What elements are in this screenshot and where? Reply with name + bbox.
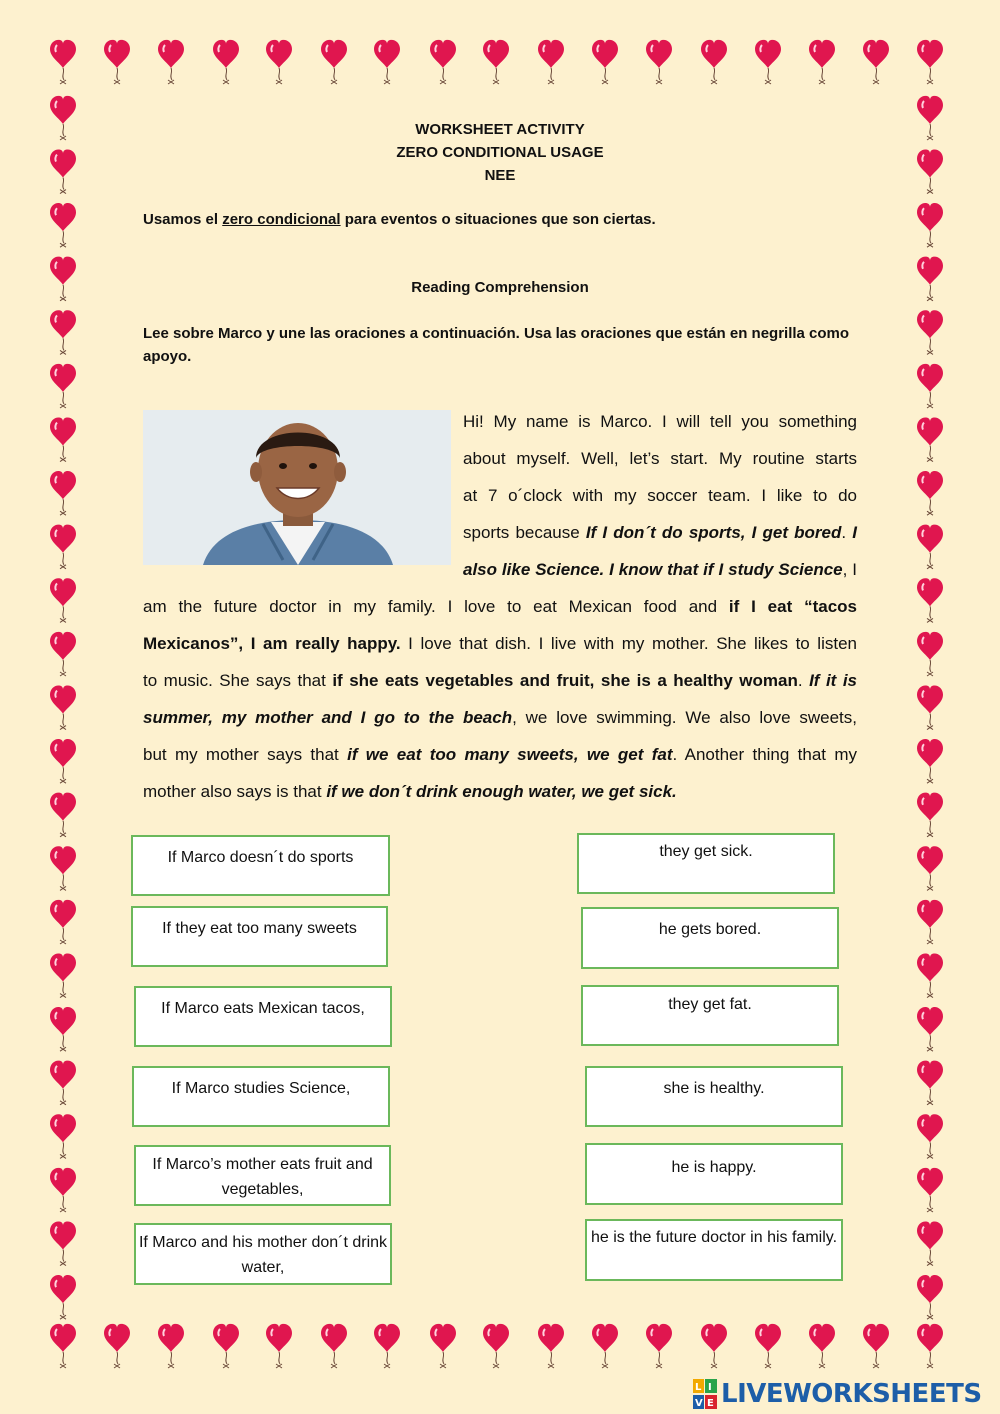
- heart-balloon-icon: [917, 1114, 943, 1158]
- heart-balloon-icon: [917, 364, 943, 408]
- heart-balloon-icon: [755, 1324, 781, 1368]
- heart-balloon-icon: [592, 40, 618, 84]
- heart-balloon-icon: [50, 632, 76, 676]
- heart-balloon-icon: [50, 685, 76, 729]
- heart-balloon-icon: [50, 953, 76, 997]
- text-run-bold: if I eat “tacos: [728, 597, 858, 616]
- worksheet-topic: ZERO CONDITIONAL USAGE: [396, 144, 604, 161]
- logo-letter: L: [695, 1382, 702, 1393]
- text-run: at 7 o´clock with my soccer team. I like to do: [463, 486, 857, 505]
- reading-line: [143, 708, 857, 732]
- instructions: Lee sobre Marco y une las oraciones a continuación. Usa las oraciones que están en negrilla como apoyo.: [143, 325, 850, 365]
- reading-line: [143, 597, 857, 621]
- worksheet-level: NEE: [484, 167, 516, 184]
- text-run-bold-italic: also like Science. I know that if I study Science: [463, 560, 843, 579]
- heart-balloon-icon: [917, 525, 943, 569]
- reading-line: [463, 412, 857, 436]
- heart-balloon-icon: [50, 1061, 76, 1105]
- intro-text: [143, 211, 656, 228]
- match-right-box-2[interactable]: he gets bored.: [581, 907, 839, 969]
- logo-letter: I: [708, 1382, 712, 1393]
- heart-balloon-icon: [538, 1324, 564, 1368]
- heart-balloon-icon: [917, 900, 943, 944]
- heart-balloon-icon: [646, 1324, 672, 1368]
- heart-balloon-icon: [50, 364, 76, 408]
- heart-balloon-icon: [646, 40, 672, 84]
- logo-letter: E: [707, 1398, 714, 1409]
- text-run: Hi! My name is Marco. I will tell you something: [463, 412, 857, 431]
- heart-balloon-icon: [50, 1324, 76, 1368]
- heart-balloon-icon: [50, 1221, 76, 1265]
- heart-balloon-icon: [213, 1324, 239, 1368]
- heart-balloon-icon: [158, 40, 184, 84]
- reading-line: [143, 634, 857, 658]
- heart-balloon-icon: [374, 40, 400, 84]
- reading-line: [463, 560, 857, 584]
- heart-balloon-icon: [917, 417, 943, 461]
- heart-balloon-icon: [917, 793, 943, 837]
- heart-balloon-icon: [809, 1324, 835, 1368]
- text-run-bold: Mexicanos”, I am really happy.: [143, 634, 401, 653]
- match-right-box-4[interactable]: she is healthy.: [585, 1066, 843, 1127]
- heart-balloon-icon: [50, 578, 76, 622]
- heart-balloon-icon: [755, 40, 781, 84]
- heart-balloon-icon: [592, 1324, 618, 1368]
- heart-balloon-icon: [50, 846, 76, 890]
- heart-balloon-icon: [863, 40, 889, 84]
- heart-balloon-icon: [917, 471, 943, 515]
- text-run: to music. She says that: [143, 671, 333, 690]
- reading-line: [143, 782, 857, 806]
- heart-balloon-icon: [917, 310, 943, 354]
- heart-balloon-icon: [917, 1168, 943, 1212]
- text-run: about myself. Well, let’s start. My routine starts: [463, 449, 857, 468]
- match-left-box-2[interactable]: If they eat too many sweets: [131, 906, 388, 967]
- text-run-bold-italic: if we eat too many sweets, we get fat: [347, 745, 673, 764]
- match-right-box-5[interactable]: he is happy.: [585, 1143, 843, 1205]
- heart-balloon-icon: [809, 40, 835, 84]
- heart-balloon-icon: [917, 1275, 943, 1319]
- heart-balloon-icon: [430, 40, 456, 84]
- heart-balloon-icon: [917, 953, 943, 997]
- heart-balloon-icon: [50, 900, 76, 944]
- heart-balloon-icon: [321, 1324, 347, 1368]
- heart-balloon-icon: [863, 1324, 889, 1368]
- heart-balloon-icon: [50, 40, 76, 84]
- match-left-box-1[interactable]: If Marco doesn´t do sports: [131, 835, 390, 896]
- heart-balloon-icon: [50, 793, 76, 837]
- text-run-bold: if she eats vegetables and fruit, she is a healthy woman: [332, 671, 798, 690]
- heart-balloon-icon: [50, 525, 76, 569]
- heart-balloon-icon: [158, 1324, 184, 1368]
- heart-balloon-icon: [50, 203, 76, 247]
- heart-balloon-icon: [917, 1007, 943, 1051]
- text-run: , we love swimming. We also love sweets,: [512, 708, 858, 727]
- heart-balloon-icon: [917, 632, 943, 676]
- heart-balloon-icon: [321, 40, 347, 84]
- intro-before: Usamos el: [143, 211, 223, 228]
- match-left-box-6[interactable]: If Marco and his mother don´t drink water,: [134, 1223, 392, 1285]
- text-run: .: [797, 671, 810, 690]
- text-run: . Another thing that my: [672, 745, 857, 764]
- match-right-box-1[interactable]: they get sick.: [577, 833, 835, 894]
- heart-balloon-icon: [50, 1114, 76, 1158]
- heart-balloon-icon: [266, 40, 292, 84]
- heart-balloon-icon: [917, 739, 943, 783]
- match-right-box-3[interactable]: they get fat.: [581, 985, 839, 1046]
- heart-balloon-icon: [50, 739, 76, 783]
- heart-balloon-icon: [104, 40, 130, 84]
- text-run-bold-italic: if we don´t drink enough water, we get sick.: [326, 782, 677, 801]
- heart-balloon-icon: [50, 310, 76, 354]
- portrait-illustration: [143, 410, 451, 565]
- text-run-bold-italic: I: [852, 523, 857, 542]
- heart-balloon-icon: [374, 1324, 400, 1368]
- heart-balloon-icon: [430, 1324, 456, 1368]
- brand-name: LIVEWORKSHEETS: [721, 1379, 982, 1409]
- heart-balloon-icon: [917, 685, 943, 729]
- heart-balloon-icon: [483, 1324, 509, 1368]
- text-run: .: [841, 523, 853, 542]
- logo-letter: V: [695, 1398, 703, 1409]
- text-run: I love that dish. I live with my mother. She likes to listen: [400, 634, 857, 653]
- boy-portrait-photo: [143, 410, 451, 565]
- heart-balloon-icon: [50, 417, 76, 461]
- heart-balloon-icon: [917, 1324, 943, 1368]
- heart-balloon-icon: [917, 1221, 943, 1265]
- reading-line: [463, 486, 857, 510]
- heart-balloon-icon: [917, 846, 943, 890]
- heart-balloon-icon: [701, 1324, 727, 1368]
- text-run: sports because: [463, 523, 586, 542]
- heart-balloon-icon: [266, 1324, 292, 1368]
- heart-balloon-icon: [50, 1007, 76, 1051]
- section-subtitle: Reading Comprehension: [411, 279, 589, 296]
- match-right-box-6[interactable]: he is the future doctor in his family.: [585, 1219, 843, 1281]
- reading-line: [143, 745, 857, 769]
- text-run: but my mother says that: [143, 745, 348, 764]
- intro-after: para eventos o situaciones que son ciertas.: [340, 211, 656, 228]
- match-left-box-4[interactable]: If Marco studies Science,: [132, 1066, 390, 1127]
- text-run-bold-italic: summer, my mother and I go to the beach: [143, 708, 513, 727]
- heart-balloon-icon: [917, 40, 943, 84]
- intro-underlined: zero condicional: [222, 211, 341, 228]
- worksheet-title: WORKSHEET ACTIVITY: [415, 121, 585, 138]
- reading-line: [463, 523, 857, 547]
- heart-balloon-icon: [104, 1324, 130, 1368]
- text-run: am the future doctor in my family. I love to eat Mexican food and: [143, 597, 729, 616]
- liveworksheets-logo-icon: [693, 1379, 717, 1409]
- heart-balloon-icon: [50, 1275, 76, 1319]
- heart-balloon-icon: [917, 1061, 943, 1105]
- text-run: , I: [842, 560, 858, 579]
- heart-balloon-icon: [50, 471, 76, 515]
- heart-balloon-icon: [917, 578, 943, 622]
- heart-balloon-icon: [701, 40, 727, 84]
- heart-balloon-icon: [50, 1168, 76, 1212]
- heart-balloon-icon: [917, 203, 943, 247]
- heart-balloon-icon: [213, 40, 239, 84]
- text-run-bold-italic: If it is: [809, 671, 857, 690]
- liveworksheets-brand[interactable]: [693, 1376, 982, 1412]
- reading-line: [143, 671, 857, 695]
- reading-line: [463, 449, 857, 473]
- heart-balloon-icon: [483, 40, 509, 84]
- text-run: mother also says is that: [143, 782, 327, 801]
- match-left-box-5[interactable]: If Marco’s mother eats fruit and vegetables,: [134, 1145, 391, 1206]
- logo-badge-graphic: [693, 1379, 717, 1409]
- heart-balloon-icon: [538, 40, 564, 84]
- match-left-box-3[interactable]: If Marco eats Mexican tacos,: [134, 986, 392, 1047]
- text-run-bold-italic: If I don´t do sports, I get bored: [585, 523, 842, 542]
